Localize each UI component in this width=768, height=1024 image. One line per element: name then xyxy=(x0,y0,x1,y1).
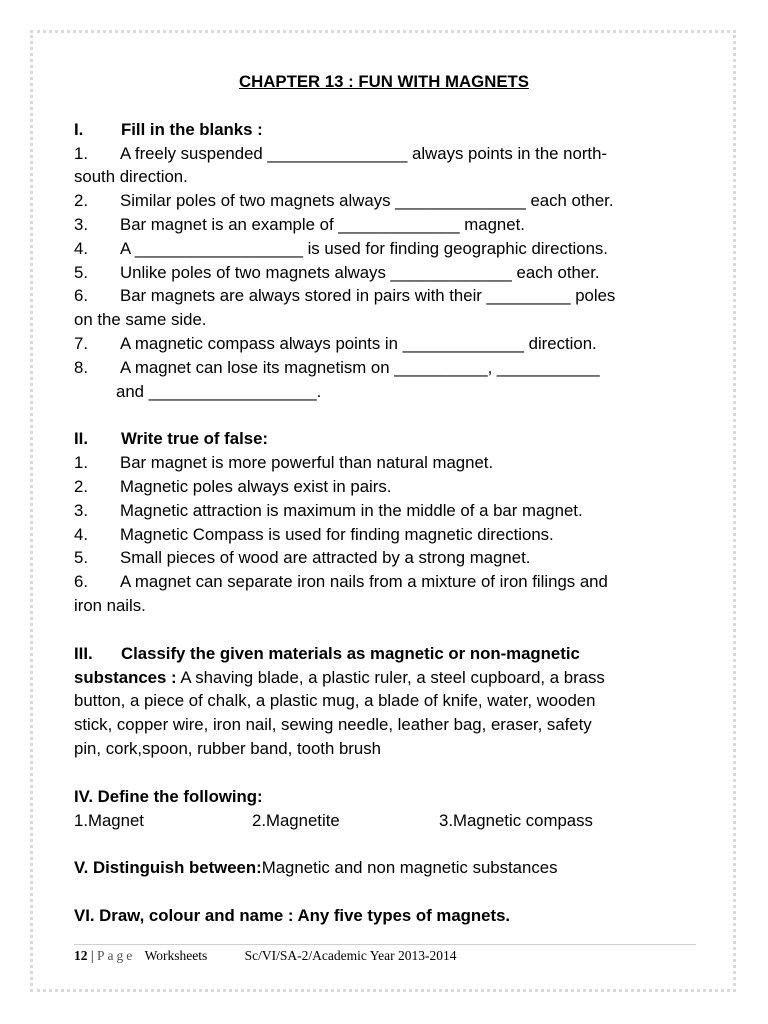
question-number: 3. xyxy=(74,500,88,520)
list-item xyxy=(74,451,694,475)
question-text: Bar magnet is more powerful than natural magnet. xyxy=(120,453,494,473)
list-item xyxy=(74,237,694,261)
question-text-continued: iron nails. xyxy=(74,595,146,615)
question-text: Unlike poles of two magnets always _____________ each other. xyxy=(120,262,600,282)
footer-reference: Sc/VI/SA-2/Academic Year 2013-2014 xyxy=(244,948,457,963)
section-1-list xyxy=(74,142,694,404)
section-1-title: Fill in the blanks : xyxy=(121,119,263,139)
section-4-terms xyxy=(74,809,694,833)
section-5-text: Magnetic and non magnetic substances xyxy=(261,858,558,878)
question-text: Bar magnet is an example of _____________ magnet. xyxy=(120,214,525,234)
question-number: 1. xyxy=(74,143,88,163)
section-3-materials-1: A shaving blade, a plastic ruler, a steel cupboard, a brass xyxy=(176,667,605,687)
section-3-number: III. xyxy=(74,643,93,663)
question-number: 4. xyxy=(74,524,88,544)
list-item xyxy=(74,332,694,356)
page-footer xyxy=(74,944,696,964)
page-word: Page xyxy=(96,948,136,963)
worksheet-content xyxy=(74,70,694,928)
question-number: 2. xyxy=(74,191,88,211)
question-number: 2. xyxy=(74,476,88,496)
term-magnet: 1.Magnet xyxy=(74,810,144,830)
section-2-list xyxy=(74,451,694,618)
question-text: A __________________ is used for finding geographic directions. xyxy=(120,238,608,258)
question-text: A magnet can lose its magnetism on __________, ___________ xyxy=(120,357,600,377)
section-3 xyxy=(74,642,694,761)
section-2-title: Write true of false: xyxy=(121,429,269,449)
question-text: Magnetic Compass is used for finding magnetic directions. xyxy=(120,524,554,544)
section-2-heading xyxy=(74,427,694,451)
page-title: CHAPTER 13 : FUN WITH MAGNETS xyxy=(239,72,529,91)
section-3-heading xyxy=(74,642,694,666)
question-text-continued: on the same side. xyxy=(74,310,207,330)
section-3-materials-3: stick, copper wire, iron nail, sewing needle, leather bag, eraser, safety xyxy=(74,715,592,735)
question-number: 6. xyxy=(74,286,88,306)
question-number: 5. xyxy=(74,262,88,282)
footer-worksheets: Worksheets xyxy=(144,948,208,963)
list-item xyxy=(74,142,694,166)
section-4-heading: IV. Define the following: xyxy=(74,786,263,806)
section-5 xyxy=(74,856,694,880)
list-item xyxy=(74,570,694,594)
section-3-line-2 xyxy=(74,666,694,690)
question-text: A magnetic compass always points in _____________ direction. xyxy=(120,333,597,353)
question-number: 4. xyxy=(74,238,88,258)
question-text-continued: and __________________. xyxy=(116,381,322,401)
question-text: Magnetic attraction is maximum in the middle of a bar magnet. xyxy=(120,500,583,520)
list-item xyxy=(74,546,694,570)
section-2-number: II. xyxy=(74,429,88,449)
question-number: 1. xyxy=(74,453,88,473)
term-magnetic-compass: 3.Magnetic compass xyxy=(439,810,593,830)
list-item xyxy=(74,213,694,237)
list-item xyxy=(74,475,694,499)
list-item xyxy=(74,499,694,523)
term-magnetite: 2.Magnetite xyxy=(252,810,340,830)
question-text: Bar magnets are always stored in pairs with their _________ poles xyxy=(120,286,616,306)
section-3-title-cont: substances : xyxy=(74,667,177,687)
footer-separator: | xyxy=(90,948,94,963)
question-number: 5. xyxy=(74,548,88,568)
question-text: A magnet can separate iron nails from a mixture of iron filings and xyxy=(120,572,608,592)
section-3-materials-2: button, a piece of chalk, a plastic mug, a blade of knife, water, wooden xyxy=(74,691,596,711)
question-number: 6. xyxy=(74,572,88,592)
list-item xyxy=(74,189,694,213)
page-number: 12 xyxy=(74,948,88,963)
section-1-number: I. xyxy=(74,119,84,139)
question-number: 3. xyxy=(74,214,88,234)
question-number: 7. xyxy=(74,333,88,353)
section-1-heading xyxy=(74,118,694,142)
section-6-heading: VI. Draw, colour and name : Any five types of magnets. xyxy=(74,906,511,926)
question-number: 8. xyxy=(74,357,88,377)
question-text: Small pieces of wood are attracted by a strong magnet. xyxy=(120,548,531,568)
section-3-title: Classify the given materials as magnetic or non-magnetic xyxy=(121,643,580,663)
question-text-continued: south direction. xyxy=(74,167,188,187)
list-item xyxy=(74,284,694,308)
question-text: Magnetic poles always exist in pairs. xyxy=(120,476,392,496)
section-5-heading: V. Distinguish between: xyxy=(74,858,262,878)
section-3-materials-4: pin, cork,spoon, rubber band, tooth brush xyxy=(74,738,381,758)
list-item xyxy=(74,356,694,380)
question-text: Similar poles of two magnets always ______________ each other. xyxy=(120,191,614,211)
list-item xyxy=(74,523,694,547)
question-text: A freely suspended _______________ always points in the north- xyxy=(120,143,608,163)
list-item xyxy=(74,261,694,285)
